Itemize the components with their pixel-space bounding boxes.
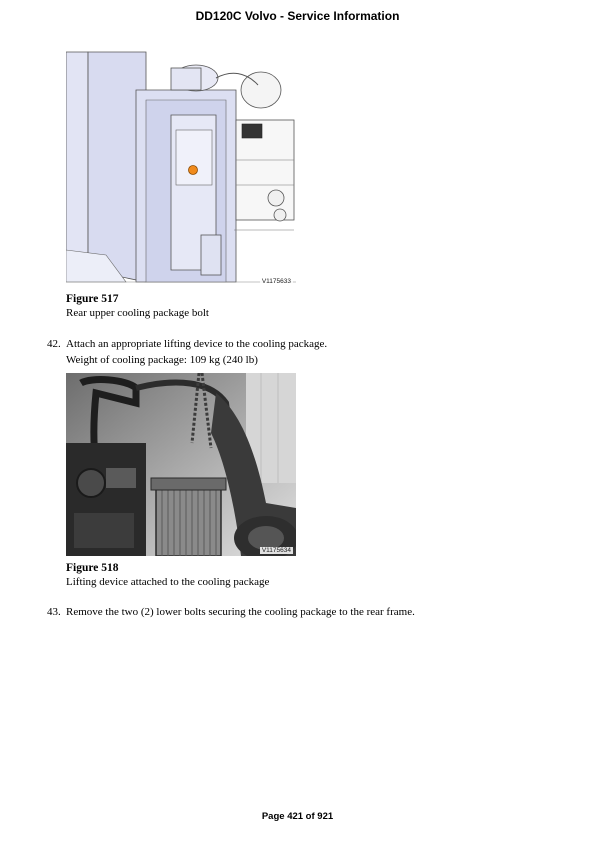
step-42 bbox=[47, 338, 327, 350]
step-note: Weight of cooling package: 109 kg (240 lb) bbox=[66, 354, 258, 366]
figure-label: Figure 517 bbox=[66, 293, 119, 305]
figure-caption: Rear upper cooling package bolt bbox=[66, 307, 209, 319]
step-text: Attach an appropriate lifting device to the cooling package. bbox=[66, 338, 328, 350]
step-number: 43. bbox=[47, 606, 61, 618]
cooling-package-line-drawing bbox=[66, 50, 296, 287]
step-text: Remove the two (2) lower bolts securing the cooling package to the rear frame. bbox=[66, 606, 415, 618]
figure-518-photo bbox=[66, 373, 296, 556]
figure-id: V1175633 bbox=[261, 278, 291, 285]
page-footer: Page 421 of 921 bbox=[261, 811, 334, 822]
figure-517-illustration bbox=[66, 50, 296, 287]
lifting-device-photo bbox=[66, 373, 296, 556]
figure-id: V1175634 bbox=[261, 547, 291, 554]
page-header: DD120C Volvo - Service Information bbox=[195, 9, 400, 23]
step-43 bbox=[47, 606, 415, 618]
figure-caption: Lifting device attached to the cooling package bbox=[66, 576, 270, 588]
step-number: 42. bbox=[47, 338, 61, 350]
figure-label: Figure 518 bbox=[66, 562, 119, 574]
